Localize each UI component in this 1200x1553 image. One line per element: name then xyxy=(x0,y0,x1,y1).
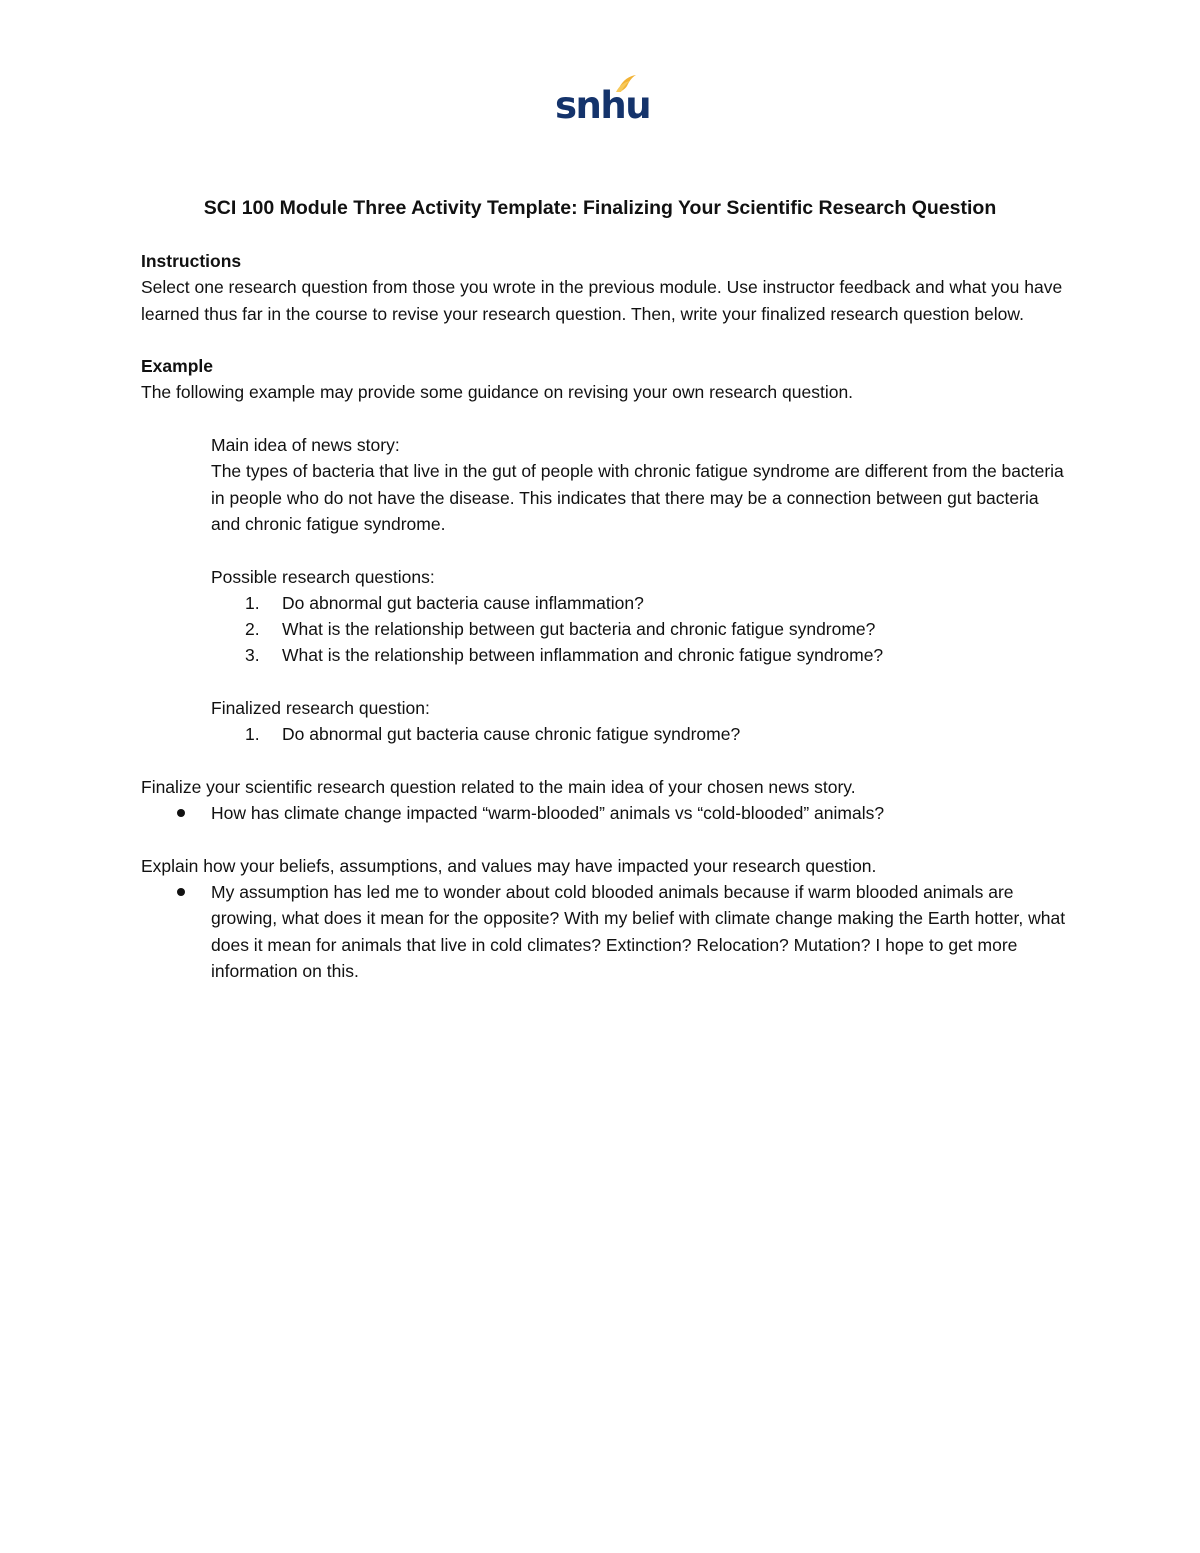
instructions-body: Select one research question from those you wrote in the previous module. Use instructor feedback and what you have learned thus far in the course to revise your research question. Then, write your finalized research question below. xyxy=(141,277,1063,324)
list-number: 3. xyxy=(245,645,260,666)
finalized-questions-list xyxy=(141,721,1071,747)
list-item xyxy=(141,642,1071,668)
main-idea-text: The types of bacteria that live in the gut of people with chronic fatigue syndrome are different from the bacteria in people who do not have the disease. This indicates that there may be a connection between gut bacteria and chronic fatigue syndrome. xyxy=(211,461,1064,534)
list-item xyxy=(141,800,1071,826)
finalized-question-label: Finalized research question: xyxy=(211,698,430,719)
main-idea-label: Main idea of news story: xyxy=(211,435,400,456)
finalize-answer: How has climate change impacted “warm-blooded” animals vs “cold-blooded” animals? xyxy=(211,803,885,824)
document-body xyxy=(141,248,1071,984)
list-number: 1. xyxy=(245,592,260,613)
bullet-icon xyxy=(177,888,185,896)
list-number: 1. xyxy=(245,724,260,745)
possible-questions-list xyxy=(141,590,1071,669)
list-item-text: Do abnormal gut bacteria cause inflammation? xyxy=(282,592,644,613)
instructions-heading: Instructions xyxy=(141,251,242,271)
list-item-text: What is the relationship between gut bacteria and chronic fatigue syndrome? xyxy=(282,619,876,640)
explain-answer-list xyxy=(141,879,1071,984)
list-item-text: Do abnormal gut bacteria cause chronic fatigue syndrome? xyxy=(282,724,741,745)
list-item xyxy=(141,879,1071,984)
list-item xyxy=(141,721,1071,747)
explain-prompt: Explain how your beliefs, assumptions, and values may have impacted your research question. xyxy=(141,855,877,876)
snhu-logo xyxy=(553,72,651,134)
bullet-icon xyxy=(177,809,185,817)
list-item xyxy=(141,616,1071,642)
example-intro: The following example may provide some guidance on revising your own research question. xyxy=(141,382,854,403)
example-heading: Example xyxy=(141,356,213,377)
explain-answer: My assumption has led me to wonder about cold blooded animals because if warm blooded animals are growing, what does it mean for the opposite? With my belief with climate change making the Earth hotter, what does it mean for animals that live in cold climates? Extinction? Relocation? Mutation? I hope to get more information on this. xyxy=(211,882,1066,982)
list-number: 2. xyxy=(245,619,260,640)
finalize-prompt: Finalize your scientific research question related to the main idea of your chosen news story. xyxy=(141,776,856,797)
logo-wordmark: snhu xyxy=(555,84,651,127)
possible-questions-label: Possible research questions: xyxy=(211,566,435,587)
list-item xyxy=(141,590,1071,616)
list-item-text: What is the relationship between inflammation and chronic fatigue syndrome? xyxy=(282,645,884,666)
finalize-answer-list xyxy=(141,800,1071,826)
page-title: SCI 100 Module Three Activity Template: Finalizing Your Scientific Research Question xyxy=(203,197,997,219)
